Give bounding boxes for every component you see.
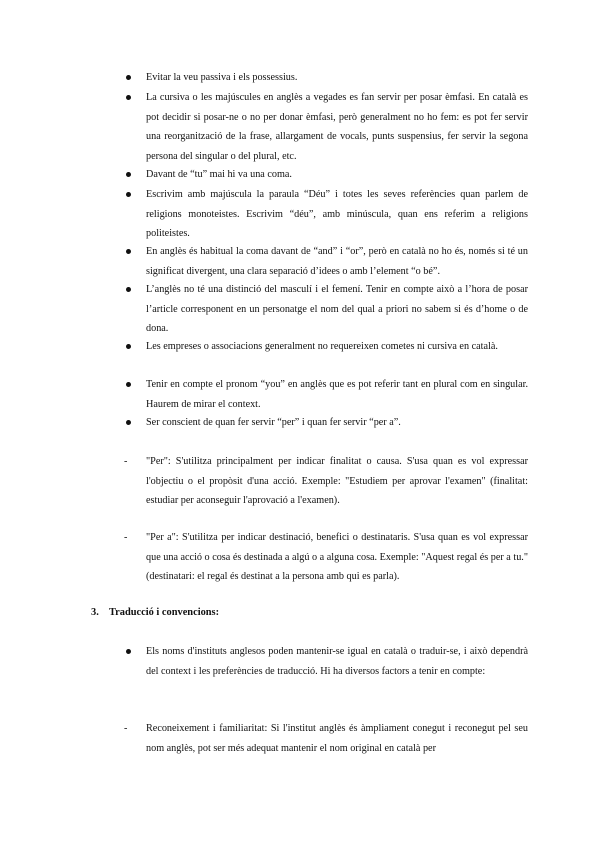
bullet-marker [126,642,131,662]
list-item: Tenir en compte el pronom “you” en anglès que es pot referir tant en plural com en singular. Haurem de mirar el context. [146,379,528,410]
dash-marker: - [124,532,128,543]
bullet-marker [126,68,131,88]
list-item: La cursiva o les majúscules en anglès a vegades es fan servir per posar èmfasi. En català es pot decidir si posar-ne o no per donar èmfasi, però generalment no ho fem: es pot fer servir una reorganització de la frase, allargament de vocals, punts suspensius, fer servir la segona persona del singular o del plural, etc. [146,92,528,162]
bullet-marker [126,165,131,185]
section-number: 3. [91,607,99,618]
list-item: Els noms d'instituts anglesos poden mantenir-se igual en català o traduir-se, i això dependrà del context i les preferències de traducció. Hi ha diversos factors a tenir en compte: [146,646,528,677]
bullet-marker [126,413,131,433]
dash-marker: - [124,723,128,734]
dash-marker: - [124,456,128,467]
list-item: L’anglès no té una distinció del masculí i el femení. Tenir en compte això a l’hora de posar l’article corresponent en un personatge el nom del qual a priori no sabem si és d’home o de dona. [146,284,528,334]
list-item: Davant de “tu” mai hi va una coma. [146,169,292,180]
bullet-marker [126,88,131,108]
bullet-marker [126,375,131,395]
bullet-marker [126,185,131,205]
dash-item-per: "Per": S'utilitza principalment per indicar finalitat o causa. S'usa quan es vol expressar l'objectiu o el propòsit d'una acció. Exemple: "Estudiem per aprovar l'examen" (finalitat: estudiar per aconseguir l'aprovació a l'examen). [146,456,528,506]
list-item: En anglès és habitual la coma davant de “and” i “or”, però en català no ho és, només si té un significat divergent, una clara separació d’idees o amb l’element “o bé”. [146,246,528,277]
bullet-marker [126,337,131,357]
section-heading [91,603,219,623]
bullet-marker [126,280,131,300]
list-item: Les empreses o associacions generalment no requereixen cometes ni cursiva en català. [146,341,498,352]
list-item: Ser conscient de quan fer servir “per” i quan fer servir “per a”. [146,417,401,428]
section-title: Traducció i convencions: [109,607,220,618]
list-item: Evitar la veu passiva i els possessius. [146,72,298,83]
dash-item-per-a: "Per a": S'utilitza per indicar destinació, benefici o destinataris. S'usa quan es vol expressar que una acció o cosa és destinada a algú o a alguna cosa. Exemple: "Aquest regal és per a tu." (destinatari: el regal és destinat a la persona amb qui es parla). [146,532,528,582]
list-item: Escrivim amb majúscula la paraula “Déu” i totes les seves referències quan parlem de religions monoteistes. Escrivim “déu”, amb minúscula, quan ens referim a religions politeistes. [146,189,528,239]
bullet-marker [126,242,131,262]
dash-item-reconeixement: Reconeixement i familiaritat: Si l'institut anglès és àmpliament conegut i reconegut pel seu nom anglès, pot ser més adequat mantenir el nom original en català per [146,723,528,754]
